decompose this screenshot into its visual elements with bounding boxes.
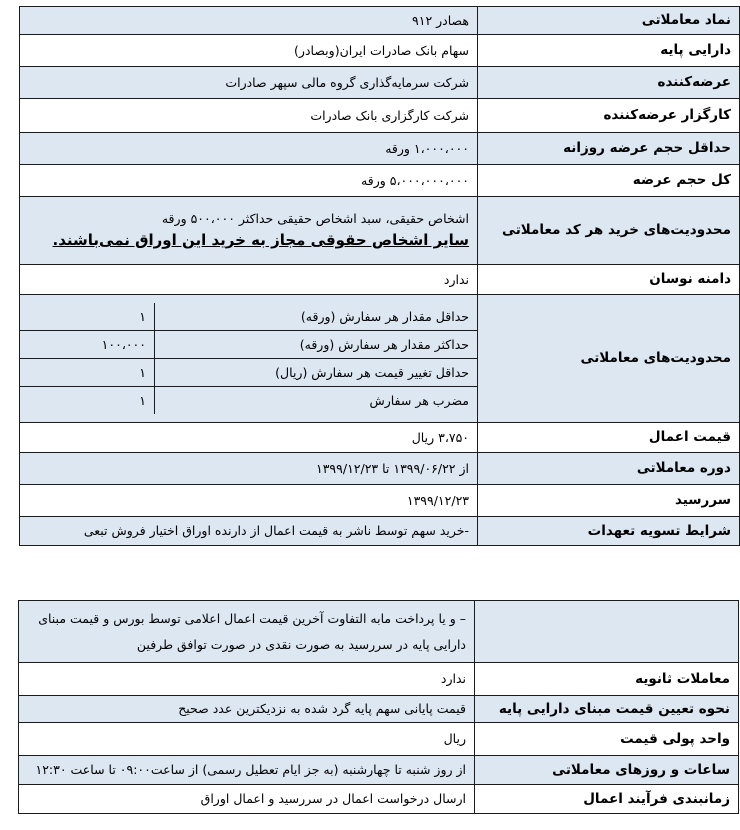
table-row	[20, 99, 740, 133]
row-value: ریال	[19, 723, 475, 756]
row-value: شرکت کارگزاری بانک صادرات	[20, 99, 478, 133]
row-value: سهام بانک صادرات ایران(وبصادر)	[20, 35, 478, 67]
row-value-cell	[20, 197, 478, 265]
row-label: عرضه‌کننده	[478, 67, 740, 99]
row-value: ۳،۷۵۰ ریال	[20, 423, 478, 453]
table-row	[19, 723, 739, 756]
table-row	[19, 785, 739, 814]
table-row	[20, 265, 740, 295]
table-row	[19, 696, 739, 723]
row-value: قیمت پایانی سهم پایه گرد شده به نزدیکترین عدد صحیح	[19, 696, 475, 723]
sub-value: ۱	[20, 303, 155, 331]
table-row	[19, 663, 739, 696]
row-value: ۱،۰۰۰،۰۰۰ ورقه	[20, 133, 478, 165]
settlement-continuation: – و یا پرداخت مابه التفاوت آخرین قیمت اعمال اعلامی توسط بورس و قیمت مبنای دارایی پایه در سررسید به صورت نقدی در صورت توافق طرفین	[19, 601, 475, 663]
row-label: قیمت اعمال	[478, 423, 740, 453]
row-value: شرکت سرمایه‌گذاری گروه مالی سپهر صادرات	[20, 67, 478, 99]
row-label: دوره معاملاتی	[478, 453, 740, 485]
row-value: اشخاص حقیقی، سبد اشخاص حقیقی حداکثر ۵۰۰،۰۰۰ ورقه	[161, 211, 469, 227]
sub-label: مضرب هر سفارش	[155, 387, 478, 415]
table-row	[19, 601, 739, 663]
row-value: ۵،۰۰۰،۰۰۰،۰۰۰ ورقه	[20, 165, 478, 197]
table-row	[20, 295, 740, 423]
sub-value: ۱	[20, 387, 155, 415]
row-label: ساعات و روزهای معاملاتی	[475, 756, 739, 785]
table-row	[20, 423, 740, 453]
sub-label: حداکثر مقدار هر سفارش (ورقه)	[155, 331, 478, 359]
table-row	[19, 756, 739, 785]
row-label: محدودیت‌های معاملاتی	[478, 295, 740, 423]
table-row	[20, 165, 740, 197]
table-row	[20, 197, 740, 265]
subtable-row	[20, 359, 477, 387]
trading-limits-cell	[20, 295, 478, 423]
row-value: ندارد	[20, 265, 478, 295]
table-row	[20, 133, 740, 165]
trading-limits-subtable	[20, 303, 477, 414]
row-value: از ۱۳۹۹/۰۶/۲۲ تا ۱۳۹۹/۱۲/۲۳	[20, 453, 478, 485]
offering-details-table-continued	[18, 600, 739, 814]
sub-label: حداقل تغییر قیمت هر سفارش (ریال)	[155, 359, 478, 387]
sub-label: حداقل مقدار هر سفارش (ورقه)	[155, 303, 478, 331]
row-label: سررسید	[478, 485, 740, 517]
row-value: ندارد	[19, 663, 475, 696]
row-value: -خرید سهم توسط ناشر به قیمت اعمال از دارنده اوراق اختیار فروش تبعی	[20, 517, 478, 546]
row-label: محدودیت‌های خرید هر کد معاملاتی	[478, 197, 740, 265]
subtable-row	[20, 331, 477, 359]
row-label: معاملات ثانویه	[475, 663, 739, 696]
row-label: کارگزار عرضه‌کننده	[478, 99, 740, 133]
emphasis-note: سایر اشخاص حقوقی مجاز به خرید این اوراق نمی‌باشند.	[52, 230, 469, 249]
subtable-row	[20, 303, 477, 331]
table-row	[20, 67, 740, 99]
row-value: ارسال درخواست اعمال در سررسید و اعمال اوراق	[19, 785, 475, 814]
offering-details-table	[19, 6, 740, 546]
row-label: نماد معاملاتی	[478, 7, 740, 35]
row-label: نحوه تعیین قیمت مبنای دارایی پایه	[475, 696, 739, 723]
sub-value: ۱	[20, 359, 155, 387]
subtable-row	[20, 387, 477, 415]
row-label: شرایط تسویه تعهدات	[478, 517, 740, 546]
row-label: حداقل حجم عرضه روزانه	[478, 133, 740, 165]
sub-value: ۱۰۰،۰۰۰	[20, 331, 155, 359]
table-row	[20, 35, 740, 67]
table-row	[20, 485, 740, 517]
table-row	[20, 517, 740, 546]
row-label: زمانبندی فرآیند اعمال	[475, 785, 739, 814]
row-value: از روز شنبه تا چهارشنبه (به جز ایام تعطیل رسمی) از ساعت۰۹:۰۰ تا ساعت ۱۲:۳۰	[19, 756, 475, 785]
row-label: دارایی پایه	[478, 35, 740, 67]
row-label: کل حجم عرضه	[478, 165, 740, 197]
table-row	[20, 7, 740, 35]
row-value: هصادر ۹۱۲	[20, 7, 478, 35]
row-label-empty	[475, 601, 739, 663]
row-value: ۱۳۹۹/۱۲/۲۳	[20, 485, 478, 517]
row-label: دامنه نوسان	[478, 265, 740, 295]
row-label: واحد پولی قیمت	[475, 723, 739, 756]
table-row	[20, 453, 740, 485]
